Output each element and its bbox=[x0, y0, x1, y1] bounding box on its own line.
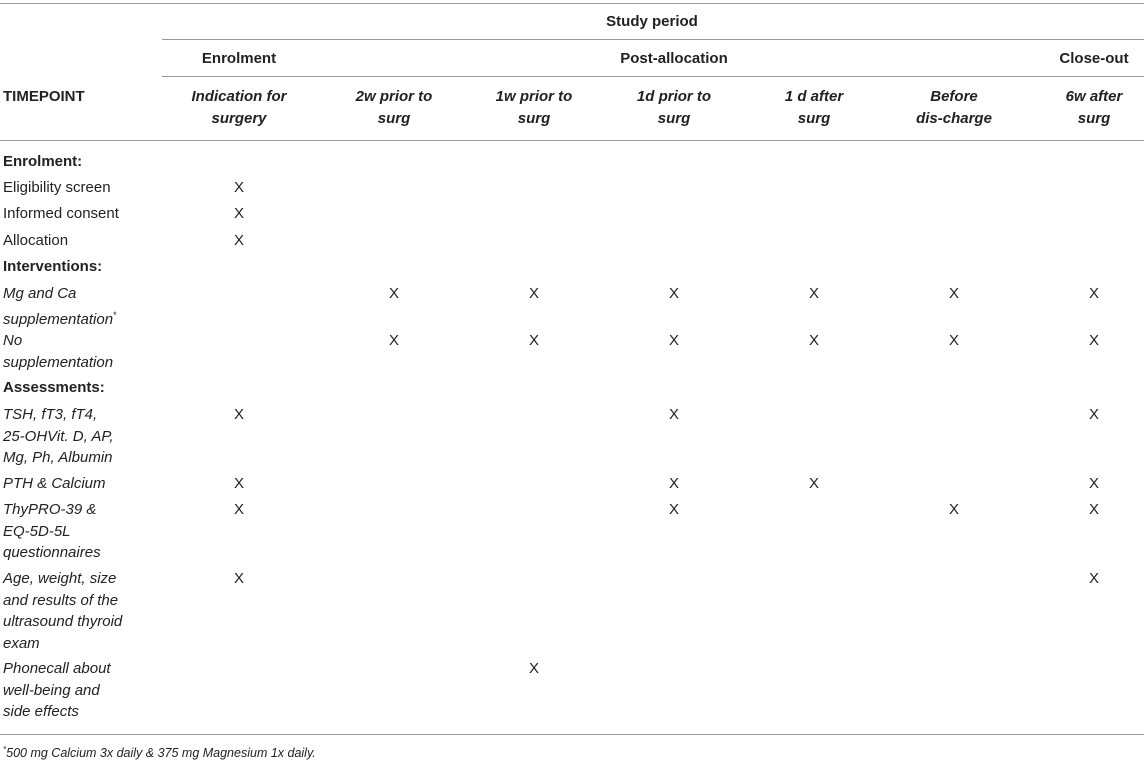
footnote-text: 500 mg Calcium 3x daily & 375 mg Magnesium 1x daily. bbox=[6, 746, 316, 761]
row-label: supplementation bbox=[3, 353, 114, 371]
column-header-0-line-0: Indication for bbox=[191, 88, 287, 105]
top-rule bbox=[0, 3, 1144, 4]
schedule-mark: X bbox=[948, 285, 960, 302]
schedule-mark: X bbox=[808, 285, 820, 302]
schedule-mark: X bbox=[808, 475, 820, 492]
schedule-mark: X bbox=[1088, 570, 1100, 587]
schedule-mark: X bbox=[1088, 475, 1100, 492]
schedule-mark: X bbox=[233, 179, 245, 196]
column-header-4-line-0: 1 d after bbox=[784, 88, 844, 105]
row-label: EQ-5D-5L bbox=[3, 522, 71, 540]
row-label: ultrasound thyroid bbox=[3, 613, 123, 630]
schedule-mark: X bbox=[233, 232, 245, 249]
schedule-mark: X bbox=[233, 501, 245, 518]
schedule-mark: X bbox=[1088, 501, 1100, 518]
study-period-heading: Study period bbox=[606, 13, 698, 30]
row-label: Mg, Ph, Albumin bbox=[3, 449, 113, 466]
row-label: well-being and bbox=[3, 681, 100, 699]
study-period-rule bbox=[162, 39, 1144, 40]
column-header-1-line-1: surg bbox=[377, 109, 411, 127]
column-header-3-line-1: surg bbox=[657, 109, 691, 127]
row-label: Informed consent bbox=[3, 205, 119, 222]
column-header-6-line-0: 6w after bbox=[1065, 88, 1123, 105]
phase-rule bbox=[162, 76, 1144, 77]
schedule-mark: X bbox=[388, 285, 400, 302]
section-heading: Interventions: bbox=[3, 258, 103, 275]
row-label: 25-OHVit. D, AP, bbox=[3, 427, 114, 445]
row-label: Eligibility screen bbox=[3, 179, 111, 196]
column-header-3-line-0: 1d prior to bbox=[636, 88, 712, 105]
footnote bbox=[3, 745, 316, 760]
row-label: PTH & Calcium bbox=[3, 475, 106, 492]
row-label: questionnaires bbox=[3, 544, 101, 561]
schedule-mark: X bbox=[948, 332, 960, 349]
timepoint-label: TIMEPOINT bbox=[3, 88, 85, 105]
row-label: TSH, fT3, fT4, bbox=[3, 406, 98, 423]
row-label: Allocation bbox=[3, 232, 69, 249]
column-header-5-line-1: dis-charge bbox=[916, 109, 992, 127]
schedule-mark: X bbox=[233, 475, 245, 492]
column-header-5-line-0: Before bbox=[930, 88, 978, 105]
bottom-rule bbox=[0, 734, 1144, 735]
schedule-mark: X bbox=[233, 406, 245, 423]
schedule-mark: X bbox=[388, 332, 400, 349]
row-label: side effects bbox=[3, 703, 79, 720]
phase-close-out: Close-out bbox=[1059, 50, 1129, 67]
row-label bbox=[3, 305, 117, 331]
row-label: ThyPRO-39 & bbox=[3, 501, 97, 518]
schedule-mark: X bbox=[808, 332, 820, 349]
schedule-mark: X bbox=[1088, 332, 1100, 349]
schedule-mark: X bbox=[233, 205, 245, 222]
footnote-ref: * bbox=[113, 309, 117, 320]
phase-post-allocation: Post-allocation bbox=[620, 50, 728, 67]
schedule-mark: X bbox=[1088, 285, 1100, 302]
row-label: and results of the bbox=[3, 591, 119, 609]
column-header-0-line-1: surgery bbox=[211, 109, 267, 127]
row-label: Phonecall about bbox=[3, 660, 111, 677]
schedule-mark: X bbox=[528, 285, 540, 302]
header-bottom-rule bbox=[0, 140, 1144, 141]
column-header-4-line-1: surg bbox=[797, 109, 831, 127]
section-heading: Enrolment: bbox=[3, 153, 83, 170]
schedule-mark: X bbox=[668, 285, 680, 302]
schedule-mark: X bbox=[948, 501, 960, 518]
schedule-mark: X bbox=[528, 332, 540, 349]
schedule-mark: X bbox=[1088, 406, 1100, 423]
phase-enrolment: Enrolment bbox=[201, 50, 277, 67]
schedule-mark: X bbox=[668, 406, 680, 423]
column-header-6-line-1: surg bbox=[1077, 109, 1111, 127]
column-header-2-line-0: 1w prior to bbox=[495, 88, 573, 105]
row-label: exam bbox=[3, 634, 40, 652]
schedule-mark: X bbox=[528, 660, 540, 677]
schedule-mark: X bbox=[668, 475, 680, 492]
schedule-mark: X bbox=[668, 332, 680, 349]
schedule-mark: X bbox=[668, 501, 680, 518]
column-header-2-line-1: surg bbox=[517, 109, 551, 127]
footnote-mark: * bbox=[3, 745, 7, 754]
row-label-text: supplementation bbox=[3, 310, 114, 328]
section-heading: Assessments: bbox=[3, 379, 105, 396]
row-label: No bbox=[3, 332, 23, 349]
row-label: Mg and Ca bbox=[3, 285, 77, 302]
column-header-1-line-0: 2w prior to bbox=[355, 88, 433, 105]
schedule-mark: X bbox=[233, 570, 245, 587]
row-label: Age, weight, size bbox=[3, 570, 117, 587]
